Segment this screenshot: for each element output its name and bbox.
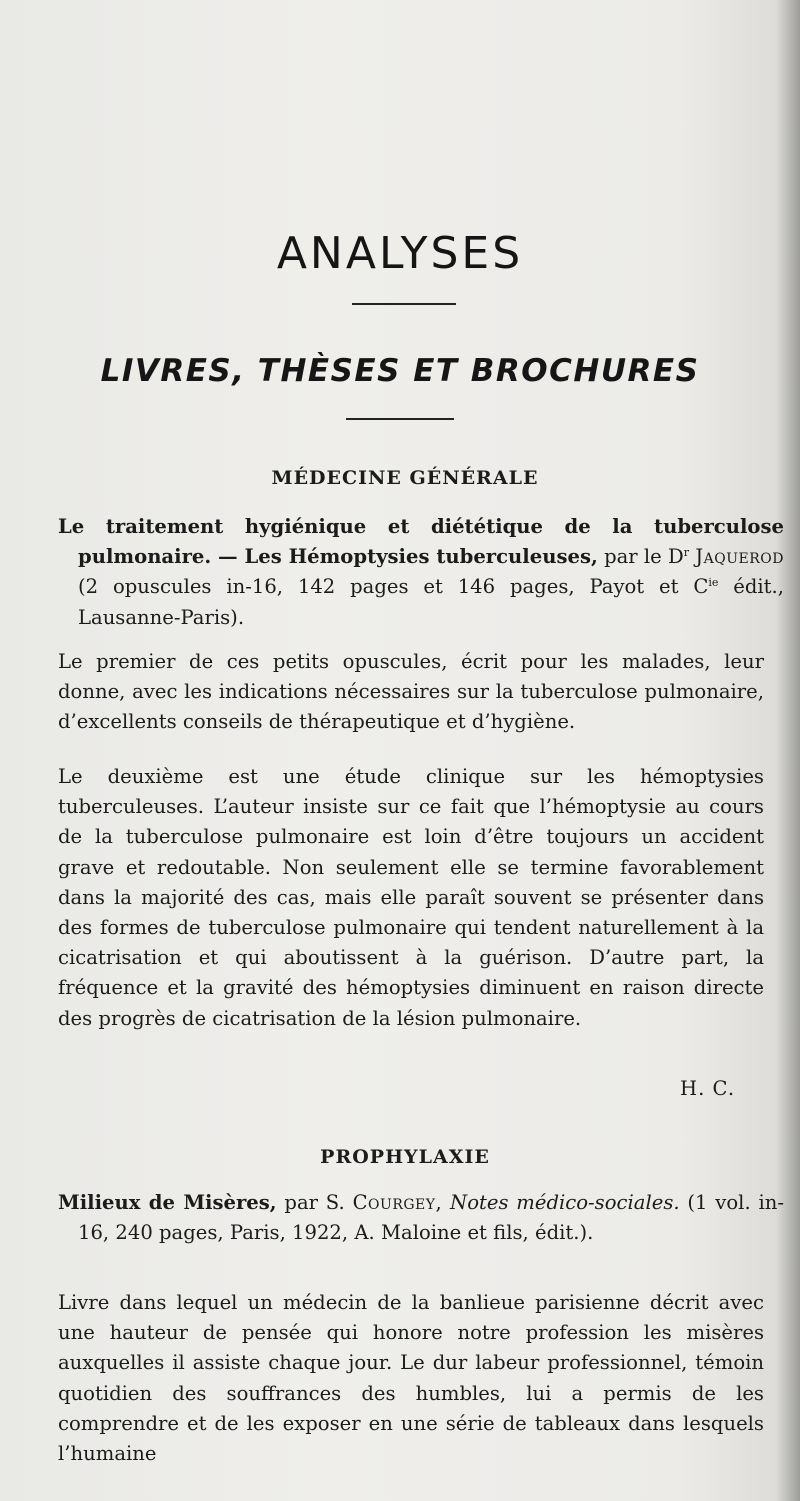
entry-subtitle: Notes médico-sociales. xyxy=(450,1191,680,1214)
entry-by: par le xyxy=(604,545,662,569)
review-paragraph: Le deuxième est une étude clinique sur les hémoptysies tuberculeuses. L’auteur insiste sur ce fait que l’hémoptysie au cours de la tuberculose pulmonaire est loin d’être toujours un accident grave et redoutable. Non seulement elle se termine favorablement dans la majorité des cas, mais elle paraît souvent se présenter dans des formes de tuberculose pulmonaire qui tendent naturellement à la cicatrisation et qui aboutissent à la guérison. D’autre part, la fréquence et la gravité des hémoptysies diminuent en raison directe des progrès de cicatrisation de la lésion pulmonaire. xyxy=(58,765,764,1030)
section-title-prophylaxie: PROPHYLAXIE xyxy=(320,1146,490,1168)
entry-details: (2 opuscules in-16, 142 pages et 146 pages, Payot et $C^{ie}$ édit., Lausanne-Paris). xyxy=(78,575,784,629)
page-heading: ANALYSES xyxy=(276,228,524,279)
section-title-medecine-generale: MÉDECINE GÉNÉRALE xyxy=(271,467,539,489)
review-paragraph: Livre dans lequel un médecin de la banlieue parisienne décrit avec une hauteur de pensée qui honore notre profession les misères auxquelles il assiste chaque jour. Le dur labeur professionnel, témoin quotidien des souffrances des humbles, lui a permis de les comprendre et de les exposer en une série de tableaux dans lesquels l’humaine xyxy=(58,1291,764,1466)
bibliographic-entry xyxy=(58,512,784,633)
author-prefix: $D^r$ xyxy=(668,545,690,569)
bibliographic-entry xyxy=(58,1188,784,1248)
review-paragraph: Le premier de ces petits opuscules, écrit pour les malades, leur donne, avec les indications nécessaires sur la tuberculose pulmonaire, d’excellents conseils de thérapeutique et d’hygiène. xyxy=(58,650,764,734)
entry-details: (1 vol. in-16, 240 pages, Paris, 1922, A. Maloine et fils, édit.). xyxy=(78,1191,784,1245)
heading-divider-top xyxy=(352,303,456,305)
heading-divider-bottom xyxy=(346,418,454,420)
entry-title: Milieux de Misères, xyxy=(58,1191,277,1214)
page-subheading: LIVRES, THÈSES ET BROCHURES xyxy=(100,353,700,389)
entry-author: Jaquerod xyxy=(695,545,785,569)
entry-author: Courgey, xyxy=(352,1191,443,1214)
reviewer-signature: H. C. xyxy=(680,1077,736,1100)
entry-by: par S. xyxy=(284,1191,345,1214)
entry-title: Le traitement hygiénique et diététique de la tuberculose pulmonaire. — Les Hémoptysies tuberculeuses, xyxy=(58,515,784,569)
